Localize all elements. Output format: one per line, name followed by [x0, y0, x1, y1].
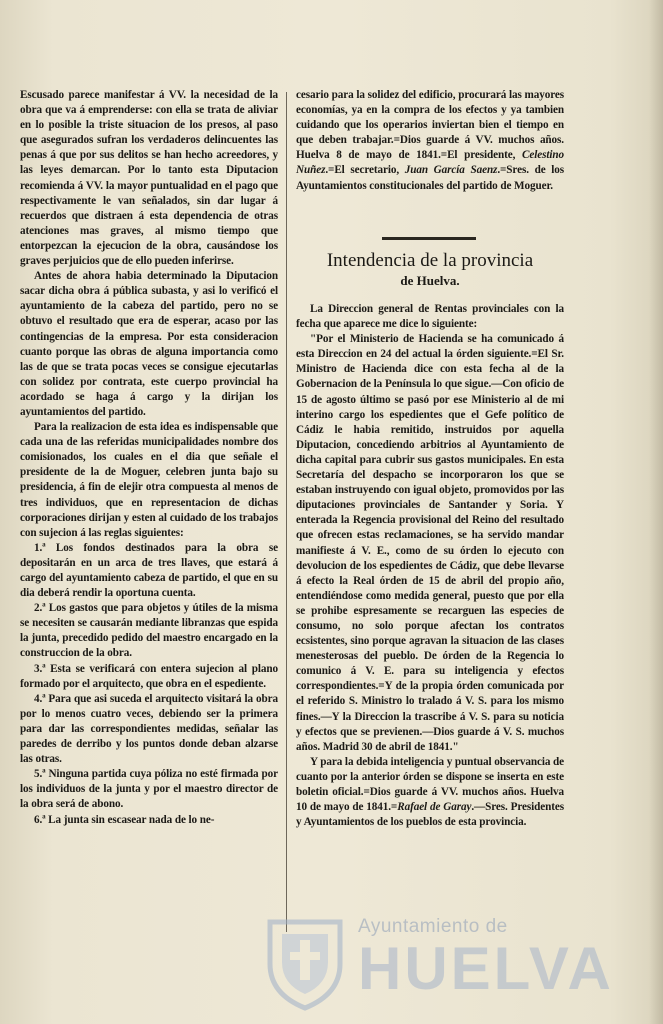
- column-divider: [286, 92, 287, 932]
- section-title: Intendencia de la provincia: [326, 250, 534, 271]
- paragraph-1: Escusado parece manifestar á VV. la necesidad de la obra que va á emprenderse: con ella se trata de aliviar en lo posible la triste situacion de los presos, al paso que asegurados sufran los verdaderos delincuentes las penas á que por sus delitos se han hecho acreedores, y las leyes demarcan. Por lo tanto esta Diputacion recomienda á VV. la mayor puntualidad en el pago que respectivamente le van señalados, sin dar lugar á recuerdos que distraen á esta dependencia de otras atenciones mas graves, al mismo tiempo que entorpezcan la ejecucion de la obra, causándose los graves perjuicios que de ello pueden inferirse.: [20, 89, 278, 268]
- coat-of-arms-icon: [262, 912, 348, 1012]
- intro-paragraph: La Direccion general de Rentas provinciales con la fecha que aparece me dice lo siguiente:: [296, 303, 564, 331]
- right-column-top: [296, 88, 564, 194]
- president-name: Celestino Nuñez: [296, 149, 564, 177]
- paragraph-3: Para la realizacion de esta idea es indispensable que cada una de las referidas municipalidades nombre dos comisionados, los cuales en el dia que señale el presidente de la de Moguer, celebren junta bajo su presidencia, á fin de elejir otra compuesta al menos de tres individuos, que en representacion de dichas corporaciones dirijan y esten al cuidado de los trabajos con sujecion á las reglas siguientes:: [20, 421, 278, 539]
- closing-paragraph: [296, 755, 564, 830]
- paragraph-2: Antes de ahora habia determinado la Diputacion sacar dicha obra á pública subasta, y asi lo verificó el ayuntamiento de la cabeza del partido, pero no se obtuvo el resultado que era de esperar, acaso por las contingencias de la empresa. Por esta consideracion cuanto porque las obras de alguna importancia como las de que se trata pocas veces se consigue ejecutarlas con solidez por contrata, este cuerpo provincial ha acordado se haga á cargo y la dirijan los ayuntamientos del partido.: [20, 270, 278, 418]
- rule-2: 2.ª Los gastos que para objetos y útiles de la misma se necesiten se causarán mediante libranzas que espida la junta, precedido pedido del maestro encargado en la construccion de la obra.: [20, 602, 278, 660]
- continuation-text-1: cesario para la solidez del edificio, procurará las mayores economías, ya en la compra de los efectos y ya tambien cuidando que los operarios inviertan bien el tiempo en que deben trabajar.=Dios guarde á VV. muchos años. Huelva 8 de mayo de 1841.=El presidente,: [296, 89, 564, 162]
- section-subtitle: de Huelva.: [400, 273, 460, 288]
- secretary-name: Juan García Saenz: [404, 164, 498, 177]
- section-heading: [296, 250, 564, 289]
- signatory-name: Rafael de Garay: [397, 801, 472, 814]
- order-paragraph: "Por el Ministerio de Hacienda se ha comunicado á esta Direccion en 24 del actual la órden siguiente.=El Sr. Ministro de Hacienda dice con esta fecha al de la Gobernacion de la Península lo que sigue.—Con oficio de 15 de agosto último se pasó por ese Ministerio al de mi interino cargo los espedientes que el Gefe político de Cádiz le habia remitido, instruidos por aquella Diputacion, concediendo arbitrios al Ayuntamiento de dicha capital para cubrir sus gastos municipales. En esta Secretaría del despacho se incorporaron los que se estaban instruyendo con igual objeto, promovidos por las diputaciones provinciales de Santander y Soria. Y enterada la Regencia provisional del Reino del resultado que ofrecen estas reclamaciones, se ha servido mandar manifieste á V. E., como de su órden lo ejecuto con devolucion de los espedientes de Cádiz, que debe llevarse á efecto la Real órden de 15 de abril del propio año, entendiéndose como medida general, puesto que por ella se prohibe espresamente se recarguen las especies de consumo, no solo porque afectan los contratos ecsistentes, sino porque agravan la situacion de las clases menesterosas del pueblo. De órden de la Regencia lo comunico á V. E. para su inteligencia y efectos correspondientes.=Y de la propia órden comunicada por el referido S. Ministro lo tralado á V. S. para los mismo fines.—Y la Direccion la trascribe á V. S. para su noticia y efectos que se previenen.—Dios guarde á V. S. muchos años. Madrid 30 de abril de 1841.": [296, 333, 564, 753]
- continuation-text-2: .=El secretario,: [325, 164, 405, 177]
- continuation-text-3: .=Sres. de los Ayuntamientos constitucionales del partido de Moguer.: [296, 164, 565, 192]
- rule-5: 5.ª Ninguna partida cuya póliza no esté firmada por los individuos de la junta y por el maestro director de la obra será de abono.: [20, 768, 278, 811]
- rule-6: 6.ª La junta sin escasear nada de lo ne-: [34, 813, 215, 826]
- closing-addressees: .—Sres. Presidentes y Ayuntamientos de los pueblos de esta provincia.: [296, 801, 564, 829]
- page-edge-shadow: [649, 0, 663, 1024]
- rule-3: 3.ª Esta se verificará con entera sujecion al plano formado por el arquitecto, que obra en el espediente.: [20, 662, 278, 690]
- watermark: [262, 912, 614, 1012]
- section-separator: [382, 237, 476, 240]
- left-column: [20, 88, 278, 828]
- closing-text: Y para la debida inteligencia y puntual observancia de cuanto por la anterior órden se dispone se inserta en este boletin oficial.=Dios guarde á VV. muchos años. Huelva 10 de mayo de 1841.=: [296, 755, 565, 814]
- continuation-paragraph: [296, 88, 564, 194]
- watermark-small-text: Ayuntamiento de: [358, 916, 508, 937]
- watermark-big-text: HUELVA: [358, 935, 614, 1002]
- right-column-body: [296, 302, 564, 830]
- rule-1: 1.ª Los fondos destinados para la obra se depositarán en un arca de tres llaves, que estará á cargo del ayuntamiento cabeza de partido, el que en su dia deberá rendir la oportuna cuenta.: [20, 541, 278, 600]
- rule-4: 4.ª Para que asi suceda el arquitecto visitará la obra por lo menos cuatro veces, debiendo ser la primera para dar las correspondientes medidas, señalar las paredes de derribo y los puntos donde deban alzarse las otras.: [20, 692, 278, 766]
